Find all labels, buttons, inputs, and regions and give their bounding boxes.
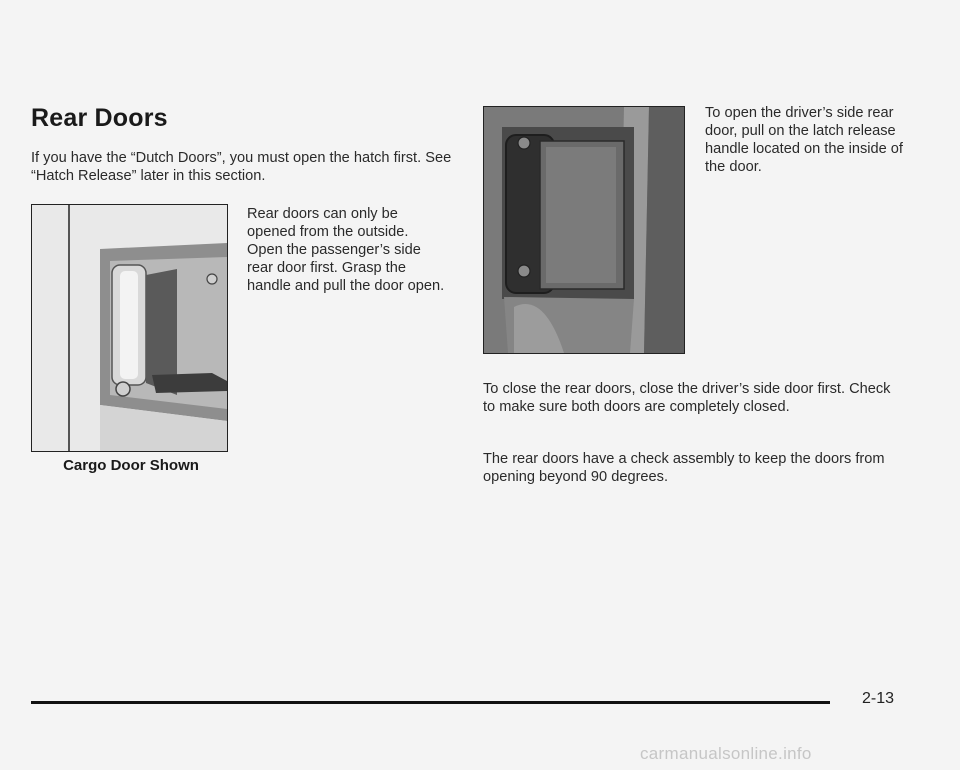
driver-door-latch-illustration xyxy=(483,106,685,354)
footer-rule xyxy=(31,701,830,704)
section-heading: Rear Doors xyxy=(31,104,168,132)
cargo-door-handle-image xyxy=(32,205,227,451)
figure-caption: Cargo Door Shown xyxy=(63,457,199,474)
cargo-door-handle-illustration xyxy=(31,204,228,452)
left-column-paragraph: Rear doors can only be opened from the outside. Open the passenger’s side rear door first. Grasp the handle and pull the door open. xyxy=(247,206,445,294)
driver-door-latch-image xyxy=(484,107,684,353)
page-number: 2-13 xyxy=(862,690,895,707)
watermark: carmanualsonline.info xyxy=(640,744,812,763)
close-doors-paragraph: To close the rear doors, close the driver’s side door first. Check to make sure both doors are completely closed. xyxy=(483,381,891,415)
right-column-paragraph: To open the driver’s side rear door, pull on the latch release handle located on the inside of the door. xyxy=(705,105,903,175)
intro-paragraph: If you have the “Dutch Doors”, you must open the hatch first. See “Hatch Release” later in this section. xyxy=(31,150,452,184)
check-assembly-paragraph: The rear doors have a check assembly to keep the doors from opening beyond 90 degrees. xyxy=(483,451,885,485)
